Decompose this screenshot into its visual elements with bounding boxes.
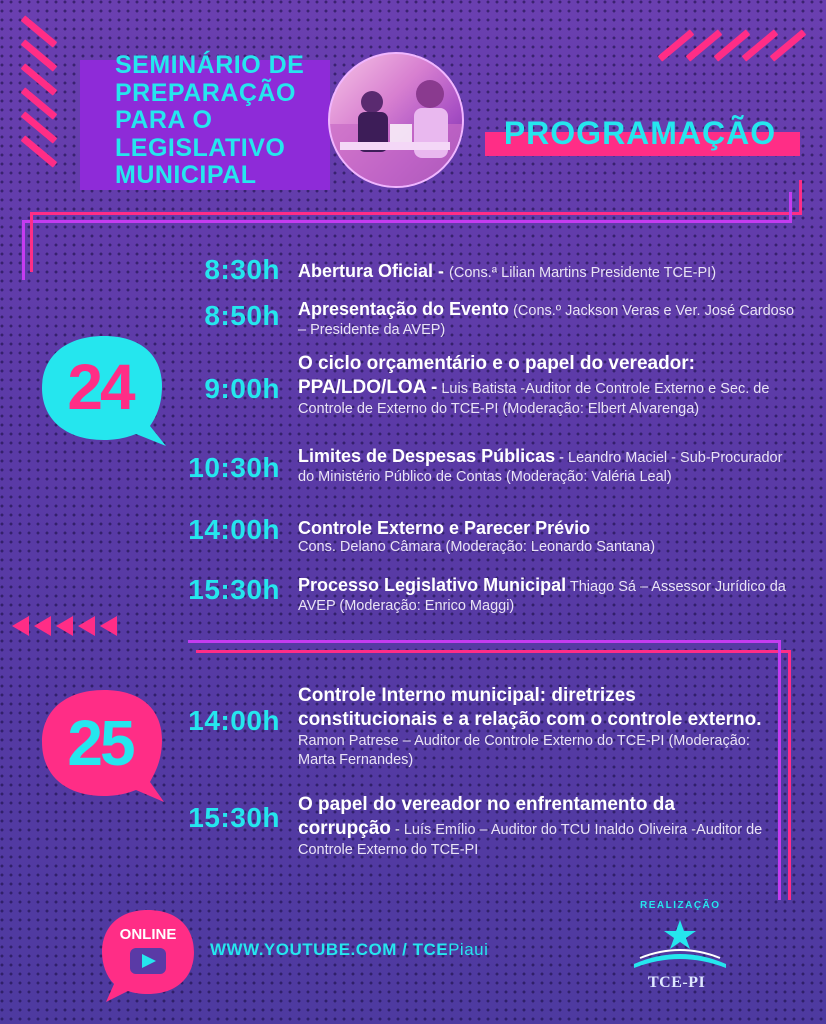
item-detail: Luis Batista -Auditor de Controle Externo e Sec. de Controle de Externo do TCE-PI (Moderação: Elbert Alvarenga) [298, 381, 770, 417]
title-line: SEMINÁRIO DE [115, 51, 305, 79]
item-detail: (Cons.º Jackson Veras e Ver. José Cardoso – Presidente da AVEP) [298, 303, 795, 338]
frame-line [788, 650, 791, 900]
item-detail: Thiago Sá – Assessor Jurídico da AVEP (Moderação: Enrico Maggi) [298, 579, 786, 614]
item-title: Abertura Oficial [298, 261, 434, 281]
item-detail: Cons. Delano Câmara (Moderação: Leonardo Santana) [298, 539, 656, 555]
online-label: ONLINE [119, 926, 177, 943]
schedule-item [298, 519, 798, 557]
time-label: 8:30h [204, 254, 280, 285]
day-25-bubble [38, 686, 170, 806]
day-number: 25 [67, 707, 133, 779]
time-label: 15:30h [188, 802, 280, 833]
frame-line [789, 192, 792, 222]
schedule-item [298, 447, 798, 487]
title-line: MUNICIPAL [115, 161, 257, 189]
schedule-item [298, 262, 798, 283]
item-title: Limites de Despesas Públicas [298, 446, 556, 466]
online-badge [96, 906, 200, 1006]
time-label: 9:00h [204, 373, 280, 404]
day-24-bubble [38, 332, 170, 450]
logo-text: TCE-PI [648, 974, 706, 991]
event-title [115, 52, 304, 190]
time-label: 14:00h [188, 514, 280, 545]
realizacao-label: REALIZAÇÃO [640, 900, 721, 911]
frame-line [196, 650, 790, 653]
youtube-url[interactable] [210, 940, 488, 960]
item-title: Controle Externo e Parecer Prévio [298, 518, 591, 538]
item-detail: (Cons.ª Lilian Martins Presidente TCE-PI) [449, 265, 717, 281]
decor-arrows [12, 616, 122, 641]
item-title: O papel do vereador no enfrentamento da corrupção [298, 794, 675, 839]
tce-pi-logo [630, 918, 730, 978]
item-detail: Leandro Maciel - Sub-Procurador do Ministério Público de Contas (Moderação: Valéria Leal) [298, 450, 783, 485]
frame-line [22, 220, 25, 280]
frame-line [30, 212, 33, 272]
title-line: PREPARAÇÃO [115, 78, 296, 107]
url-main: WWW.YOUTUBE.COM / TCE [210, 940, 449, 959]
event-photo [328, 52, 464, 188]
schedule-item [298, 684, 768, 770]
item-separator: - [433, 261, 450, 281]
item-separator: - [390, 822, 404, 838]
frame-line [799, 180, 802, 215]
item-separator: - [555, 450, 569, 466]
item-title: Processo Legislativo Municipal [298, 575, 567, 595]
item-title: Apresentação do Evento [298, 299, 510, 319]
item-title: Controle Interno municipal: diretrizes constitucionais e a relação com o controle externo. [298, 685, 762, 730]
item-title: O ciclo orçamentário e o papel do vereador: PPA/LDO/LOA - [298, 353, 696, 398]
programacao-heading: PROGRAMAÇÃO [503, 115, 777, 151]
schedule-item [298, 352, 798, 419]
frame-line [188, 640, 780, 643]
url-tail: Piaui [448, 940, 489, 959]
title-line: PARA O [115, 106, 213, 134]
time-label: 14:00h [188, 705, 280, 736]
frame-line [778, 640, 781, 900]
time-label: 15:30h [188, 574, 280, 605]
item-detail: Luís Emílio – Auditor do TCU Inaldo Oliveira -Auditor de Controle Externo do TCE-PI [298, 822, 763, 858]
schedule-item [298, 576, 798, 616]
frame-line [30, 212, 802, 215]
title-line: LEGISLATIVO [115, 133, 286, 162]
time-label: 8:50h [204, 300, 280, 331]
frame-line [22, 220, 792, 223]
day-number: 24 [67, 351, 133, 423]
schedule-item [298, 793, 768, 860]
time-label: 10:30h [188, 452, 280, 483]
schedule-item [298, 300, 798, 340]
item-detail: Ramon Patrese – Auditor de Controle Externo do TCE-PI (Moderação: Marta Fernandes) [298, 733, 750, 768]
